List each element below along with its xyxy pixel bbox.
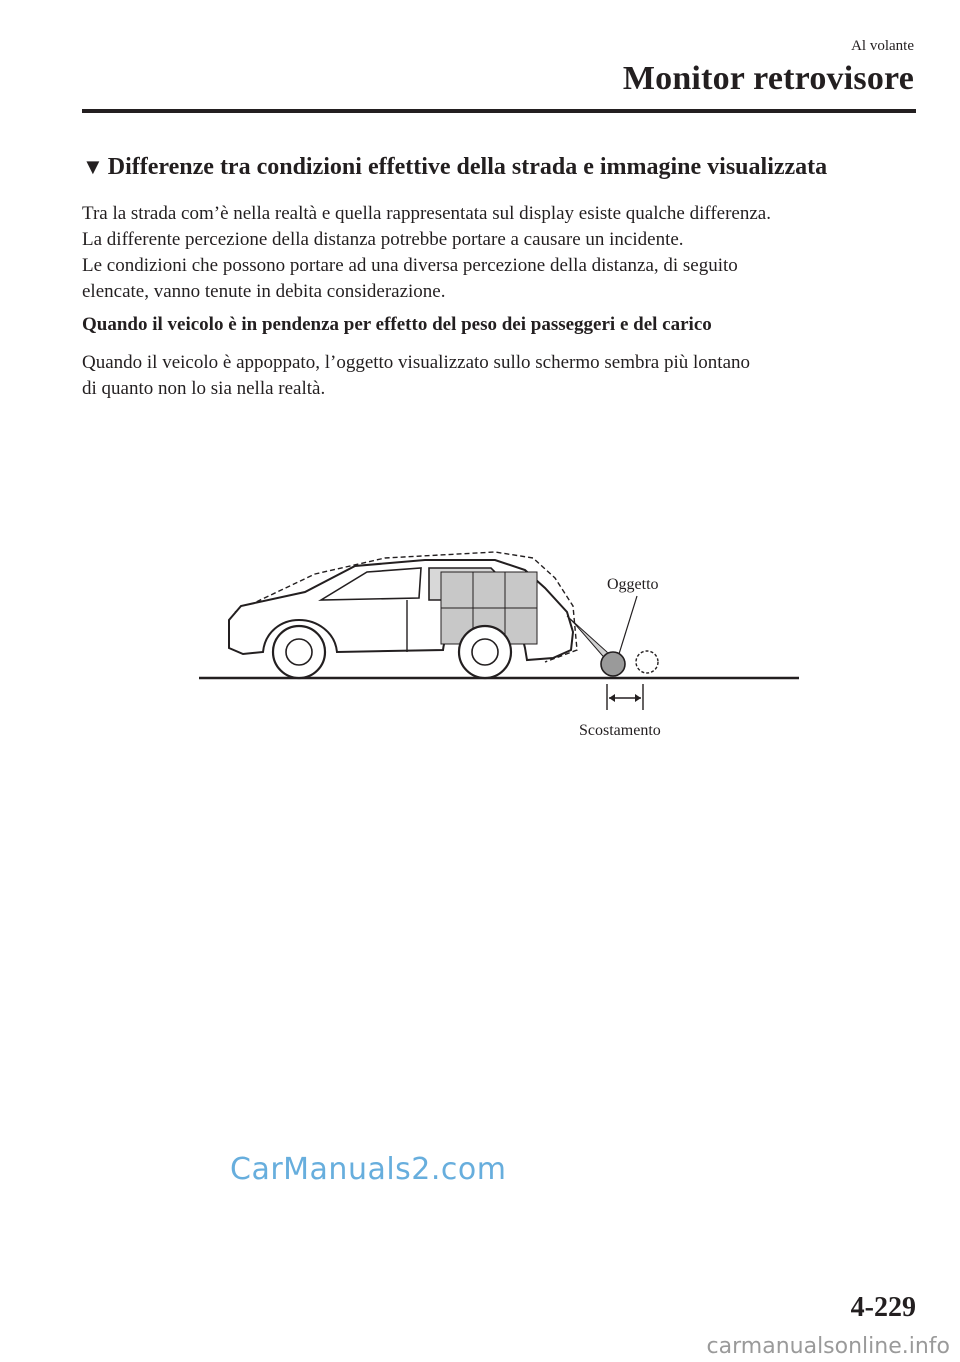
page-number: 4-229	[850, 1292, 916, 1323]
intro-paragraph	[82, 201, 922, 305]
footer-site-link[interactable]: carmanualsonline.info	[706, 1334, 950, 1359]
object-perceived-position	[636, 651, 658, 673]
rear-wheel-hub	[472, 639, 498, 665]
description-line: Quando il veicolo è appoppato, l’oggetto visualizzato sullo schermo sembra più lontano	[82, 352, 751, 373]
offset-arrow-left	[609, 694, 615, 702]
page-title: Monitor retrovisore	[622, 60, 914, 97]
header-rule	[82, 109, 916, 113]
header-section-label: Al volante	[851, 38, 914, 54]
triangle-marker-icon: ▼	[82, 154, 104, 179]
offset-label: Scostamento	[579, 722, 661, 739]
condition-description	[82, 350, 922, 402]
object-actual-position	[601, 652, 625, 676]
offset-arrow-right	[635, 694, 641, 702]
condition-subheading: Quando il veicolo è in pendenza per effetto del peso dei passeggeri e del carico	[82, 314, 712, 335]
intro-line: La differente percezione della distanza potrebbe portare a causare un incidente.	[82, 229, 684, 250]
object-label: Oggetto	[607, 576, 659, 593]
description-line: di quanto non lo sia nella realtà.	[82, 378, 326, 399]
suv-tilt-diagram	[195, 540, 805, 760]
intro-line: Tra la strada com’è nella realtà e quella rappresentata sul display esiste qualche differenza.	[82, 203, 771, 224]
front-wheel-hub	[286, 639, 312, 665]
section-heading-text: Differenze tra condizioni effettive della strada e immagine visualizzata	[107, 154, 828, 180]
object-label-leader	[619, 596, 637, 654]
intro-line: Le condizioni che possono portare ad una diversa percezione della distanza, di seguito	[82, 255, 738, 276]
watermark-text: CarManuals2.com	[230, 1152, 507, 1187]
vehicle-illustration	[195, 540, 805, 760]
intro-line: elencate, vanno tenute in debita considerazione.	[82, 281, 446, 302]
section-heading	[82, 154, 827, 181]
